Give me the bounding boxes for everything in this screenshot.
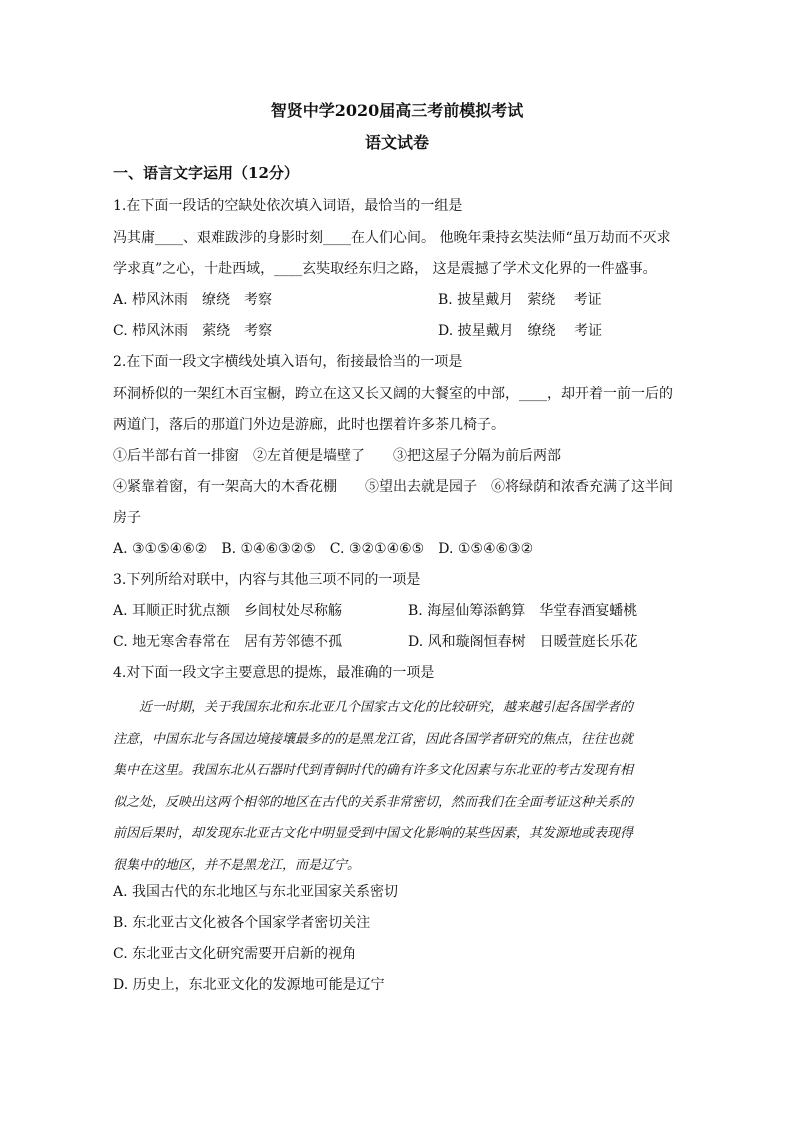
exam-title: 智贤中学2020届高三考前模拟考试 <box>270 101 524 120</box>
q3-option-d[interactable]: D. 风和璇阁恒春树 日暖萱庭长乐花 <box>408 634 638 650</box>
q2-text-line2: 两道门，落后的那道门外边是游廊，此时也摆着许多茶几椅子。 <box>113 417 505 433</box>
q4-passage-line: 前因后果时，却发现东北亚古文化中明显受到中国文化影响的某些因素，其发源地或表现得 <box>113 826 634 841</box>
q1-text-line1: 冯其庸____、艰难跋涉的身影时刻____在人们心间。 他晚年秉持玄奘法师“虽万劫而不灭求 <box>113 230 671 246</box>
q3-options-row1 <box>113 601 713 621</box>
q4-option-d[interactable]: D. 历史上，东北亚文化的发源地可能是辽宁 <box>113 977 385 993</box>
q1-options-row2 <box>113 321 713 341</box>
q2-items-line3: 房子 <box>113 510 141 526</box>
section-heading: 一、语言文字运用（12分） <box>113 164 299 182</box>
q2-stem: 2.在下面一段文字横线处填入语句，衔接最恰当的一项是 <box>113 354 463 370</box>
q4-option-b[interactable]: B. 东北亚古文化被各个国家学者密切关注 <box>113 915 371 931</box>
q3-stem: 3.下列所给对联中，内容与其他三项不同的一项是 <box>113 572 421 588</box>
q4-stem: 4.对下面一段文字主要意思的提炼，最准确的一项是 <box>113 665 435 681</box>
q4-option-a[interactable]: A. 我国古代的东北地区与东北亚国家关系密切 <box>113 884 399 900</box>
q4-option-c[interactable]: C. 东北亚古文化研究需要开启新的视角 <box>113 946 357 962</box>
q3-option-c[interactable]: C. 地无寒舍春常在 居有芳邻德不孤 <box>113 634 343 650</box>
q2-items-line2: ④紧靠着窗，有一架高大的木香花棚 ⑤望出去就是园子 ⑥将绿荫和浓香充满了这半间 <box>113 479 673 495</box>
q4-passage <box>113 692 683 881</box>
q2-items-line1: ①后半部右首一排窗 ②左首便是墙壁了 ③把这屋子分隔为前后两部 <box>113 448 561 464</box>
q4-passage-line: 很集中的地区，并不是黑龙江，而是辽宁。 <box>113 857 361 873</box>
q2-options[interactable]: A. ③①⑤④⑥② B. ①④⑥③②⑤ C. ③②①④⑥⑤ D. ①⑤④⑥③② <box>113 541 534 557</box>
q4-passage-line: 似之处，反映出这两个相邻的地区在古代的关系非常密切，然而我们在全面考证这种关系的 <box>113 794 634 810</box>
q2-text-line1: 环洞桥似的一架红木百宝橱，跨立在这又长又阔的大餐室的中部，____，却开着一前一后的 <box>113 386 673 402</box>
q3-option-b[interactable]: B. 海屋仙筹添鹤算 华堂春酒宴蟠桃 <box>408 603 638 619</box>
q1-text-line2: 学求真”之心，十赴西域，____玄奘取经东归之路， 这是震撼了学术文化界的一件盛事。 <box>113 261 657 277</box>
q1-option-a[interactable]: A. 栉风沐雨 缭绕 考察 <box>113 292 273 308</box>
q4-passage-line: 近一时期，关于我国东北和东北亚几个国家古文化的比较研究，越来越引起各国学者的 <box>113 700 634 715</box>
exam-subtitle: 语文试卷 <box>364 133 429 152</box>
q3-options-row2 <box>113 632 713 652</box>
q1-options-row1 <box>113 290 713 310</box>
q4-passage-line: 注意，中国东北与各国边境接壤最多的的是黑龙江省，因此各国学者研究的焦点，往往也就 <box>113 731 634 747</box>
q1-option-d[interactable]: D. 披星戴月 缭绕 考证 <box>438 323 603 339</box>
q3-option-a[interactable]: A. 耳顺正时犹点额 乡闾杖处尽称觞 <box>113 603 343 619</box>
q1-stem: 1.在下面一段话的空缺处依次填入词语，最恰当的一组是 <box>113 198 463 214</box>
q4-passage-line: 集中在这里。我国东北从石器时代到青铜时代的确有许多文化因素与东北亚的考古发现有相 <box>113 763 634 778</box>
q1-option-b[interactable]: B. 披星戴月 萦绕 考证 <box>438 292 602 308</box>
q1-option-c[interactable]: C. 栉风沐雨 萦绕 考察 <box>113 323 273 339</box>
